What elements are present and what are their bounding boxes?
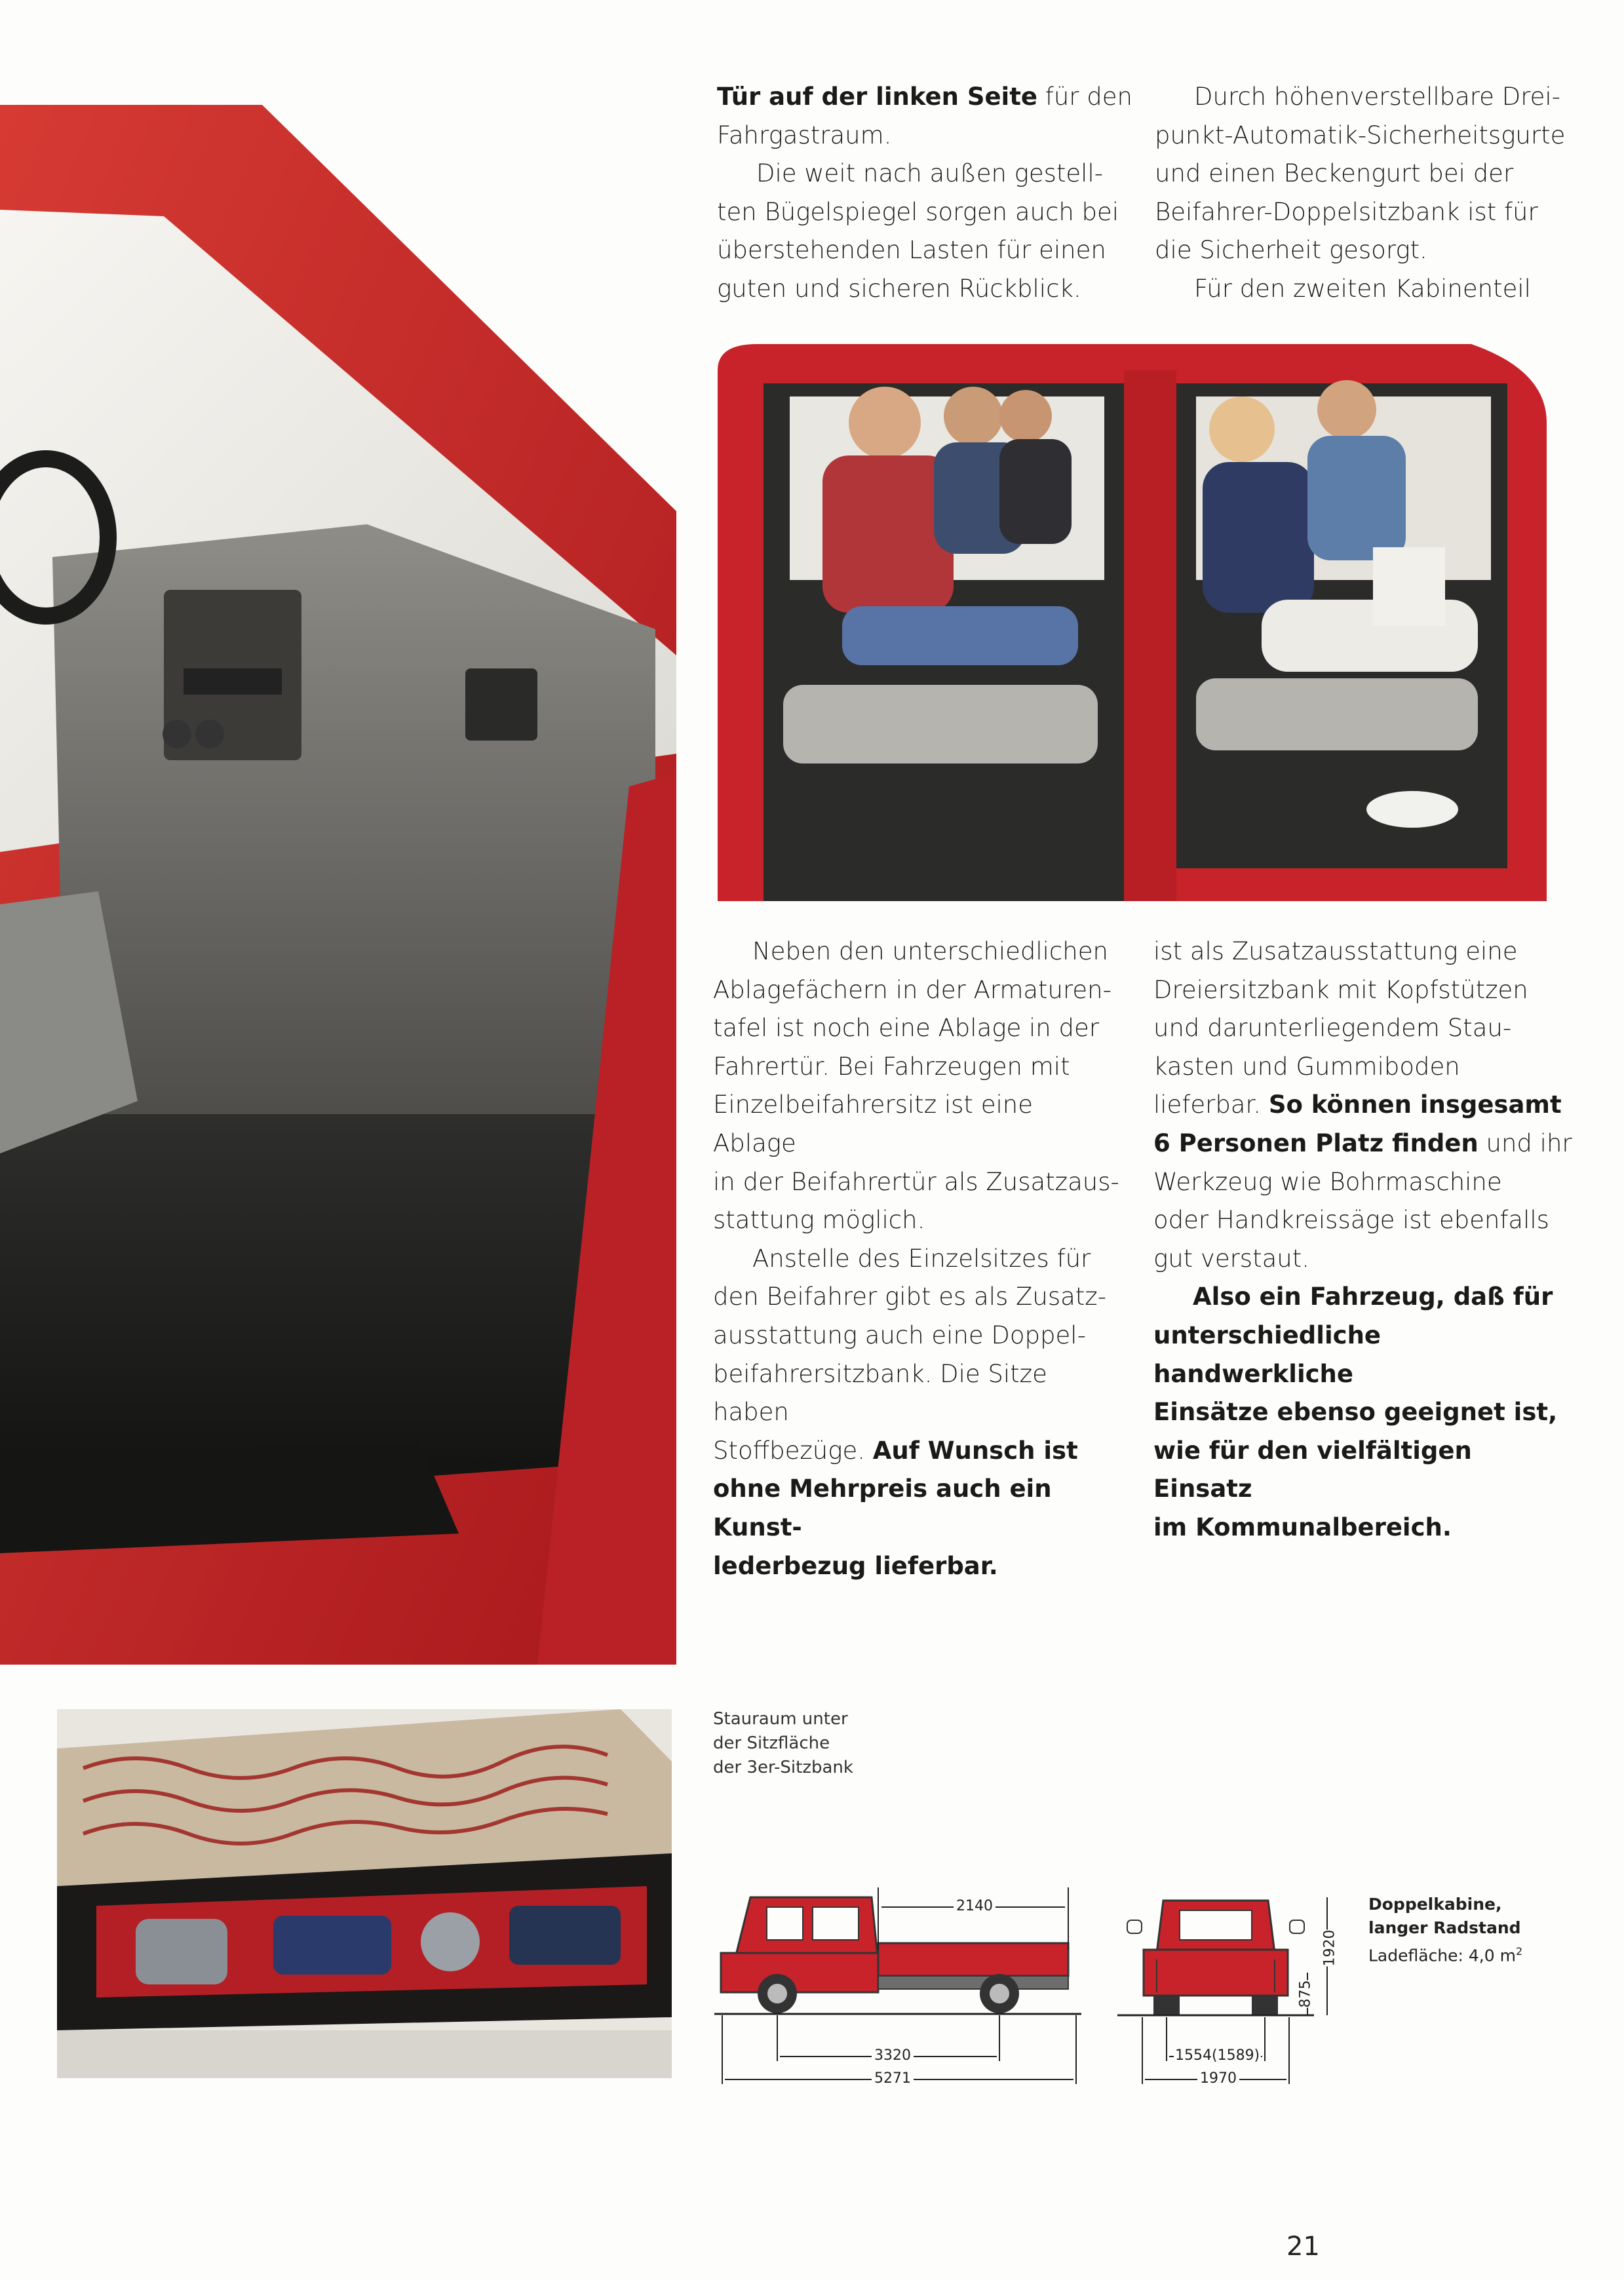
seats-bold-line-1: ohne Mehrpreis auch ein Kunst- [713, 1475, 1052, 1541]
storage-left-column [713, 933, 1119, 1585]
summary-line-3: Einsätze ebenso geeignet ist, [1153, 1398, 1558, 1427]
bench-line-8: oder Handkreissäge ist ebenfalls [1153, 1206, 1549, 1235]
bench-line-9: gut verstaut. [1153, 1244, 1309, 1273]
storage-line-1: Neben den unterschiedlichen [752, 937, 1108, 965]
intro-line-2: Fahrgastraum. [717, 121, 892, 149]
mirror-line-4: guten und sicheren Rückblick. [717, 274, 1081, 303]
caption-line-2: der Sitzfläche [713, 1733, 830, 1753]
dim-overall-length: 5271 [872, 2070, 914, 2087]
cab-interior-photo [0, 0, 676, 1665]
cab-interior-illustration [0, 0, 676, 1665]
bench-bold-phrase: So können insgesamt [1268, 1091, 1562, 1119]
summary-line-2: unterschiedliche handwerkliche [1153, 1321, 1382, 1388]
bench-line-4: kasten und Gummiboden [1153, 1052, 1460, 1081]
seats-line-2: den Beifahrer gibt es als Zusatz- [713, 1283, 1107, 1311]
mirror-line-3: überstehenden Lasten für einen [717, 236, 1106, 265]
storage-box-illustration [57, 1709, 672, 2078]
persons-bold-phrase: 6 Personen Platz finden [1153, 1129, 1479, 1157]
intro-left-column [717, 78, 1136, 309]
seats-bold-line-2: lederbezug lieferbar. [713, 1551, 998, 1580]
rear-view-diagram [1117, 1887, 1340, 2097]
summary-line-4: wie für den vielfältigen Einsatz [1153, 1436, 1472, 1503]
bench-plain-phrase: lieferbar. [1153, 1091, 1269, 1119]
spec-cargo-text: Ladefläche: 4,0 m [1368, 1946, 1516, 1965]
bench-line-7: Werkzeug wie Bohrmaschine [1153, 1167, 1502, 1196]
intro-bold-phrase: Tür auf der linken Seite [717, 83, 1038, 111]
page-number: 21 [1286, 2232, 1320, 2262]
storage-line-3: tafel ist noch eine Ablage in der [713, 1014, 1099, 1043]
passengers-illustration [718, 344, 1547, 901]
intro-rest-phrase: für den [1037, 83, 1132, 111]
storage-line-4: Fahrertür. Bei Fahrzeugen mit [713, 1052, 1070, 1081]
seats-line-1: Anstelle des Einzelsitzes für [752, 1244, 1091, 1273]
bench-line-5 [1153, 1086, 1573, 1125]
intro-right-column [1155, 78, 1574, 309]
summary-line-5: im Kommunalbereich. [1153, 1513, 1452, 1541]
storage-line-6: in der Beifahrertür als Zusatzaus- [713, 1167, 1119, 1196]
storage-line-5: Einzelbeifahrersitz ist eine Ablage [713, 1091, 1033, 1157]
bench-line-3: und darunterliegendem Stau- [1153, 1014, 1512, 1043]
spec-label [1368, 1893, 1522, 1967]
intro-line-1 [717, 78, 1136, 117]
storage-box-photo [57, 1709, 672, 2078]
dim-wheelbase: 3320 [872, 2047, 914, 2064]
spec-title-1: Doppelkabine, [1368, 1895, 1502, 1914]
caption-line-3: der 3er-Sitzbank [713, 1758, 853, 1777]
dim-load-height: 875 [1297, 1980, 1314, 2008]
side-view-drawing [714, 1887, 1094, 2097]
mirror-line-1: Die weit nach außen gestell- [756, 159, 1104, 188]
caption-line-1: Stauraum unter [713, 1709, 848, 1729]
bench-line-6 [1153, 1125, 1573, 1163]
belts-line-1: Durch höhenverstellbare Drei- [1194, 83, 1560, 111]
storage-line-7: stattung möglich. [713, 1206, 925, 1235]
spec-title-2: langer Radstand [1368, 1918, 1521, 1937]
belts-line-3: und einen Beckengurt bei der [1155, 159, 1514, 188]
persons-plain-phrase: und ihr [1478, 1129, 1572, 1157]
passengers-photo [718, 344, 1547, 901]
seats-line-4: beifahrersitzbank. Die Sitze haben [713, 1359, 1047, 1427]
bench-line-1: ist als Zusatzausstattung eine [1153, 937, 1518, 965]
dim-height: 1920 [1321, 1929, 1338, 1967]
belts-line-2: punkt-Automatik-Sicherheitsgurte [1155, 121, 1566, 149]
side-view-diagram [714, 1887, 1094, 2097]
spec-cargo-sup: 2 [1515, 1945, 1523, 1958]
bench-line-2: Dreiersitzbank mit Kopfstützen [1153, 975, 1528, 1004]
seats-bold-phrase: Auf Wunsch ist [872, 1436, 1078, 1465]
belts-line-5: die Sicherheit gesorgt. [1155, 236, 1427, 265]
storage-line-2: Ablagefächern in der Armaturen- [713, 975, 1112, 1004]
dim-track: 1554(1589) [1175, 2047, 1260, 2064]
summary-line-1: Also ein Fahrzeug, daß für [1193, 1283, 1553, 1311]
spec-cargo [1368, 1940, 1522, 1967]
dim-width: 1970 [1197, 2070, 1239, 2087]
storage-caption [713, 1707, 853, 1780]
seats-line-3: ausstattung auch eine Doppel- [713, 1321, 1086, 1349]
belts-line-4: Beifahrer-Doppelsitzbank ist für [1155, 197, 1538, 226]
mirror-line-2: ten Bügelspiegel sorgen auch bei [717, 197, 1119, 226]
belts-line-6: Für den zweiten Kabinenteil [1194, 274, 1531, 303]
seats-line-5 [713, 1432, 1119, 1471]
dim-bed-length: 2140 [954, 1898, 996, 1914]
seats-plain-phrase: Stoffbezüge. [713, 1436, 873, 1465]
storage-right-column [1153, 933, 1573, 1547]
